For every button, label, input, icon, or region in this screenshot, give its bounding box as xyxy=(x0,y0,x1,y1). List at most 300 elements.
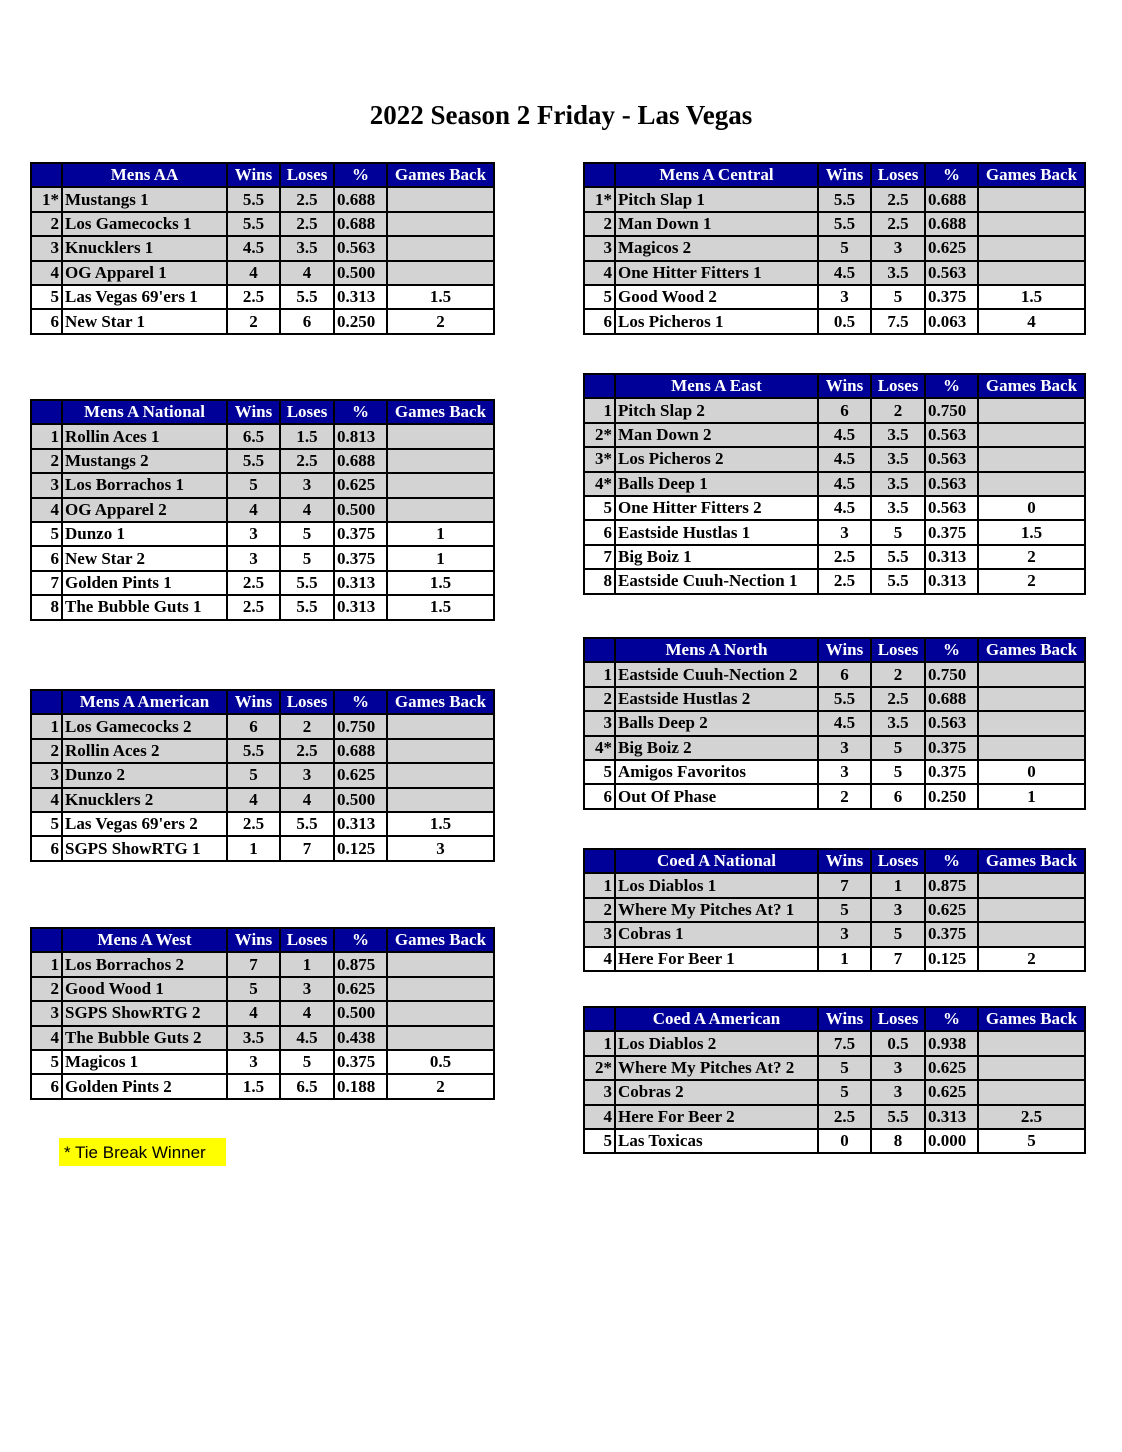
games-back-cell xyxy=(978,873,1085,897)
loses-cell: 1.5 xyxy=(280,424,334,448)
team-name-cell: OG Apparel 2 xyxy=(62,498,227,522)
rank-cell: 1* xyxy=(584,187,615,211)
header-rank xyxy=(584,1007,615,1031)
wins-cell: 3 xyxy=(227,1050,280,1074)
rank-cell: 5 xyxy=(584,1129,615,1153)
games-back-cell: 1.5 xyxy=(387,595,494,619)
team-name-cell: Las Vegas 69'ers 2 xyxy=(62,812,227,836)
loses-cell: 3.5 xyxy=(871,711,925,735)
table-row xyxy=(584,760,1085,784)
table-row xyxy=(31,836,494,860)
pct-cell: 0.625 xyxy=(334,473,387,497)
rank-cell: 2 xyxy=(31,212,62,236)
pct-cell: 0.313 xyxy=(925,569,978,593)
division-name: Mens A East xyxy=(615,374,818,398)
wins-cell: 1.5 xyxy=(227,1074,280,1098)
wins-cell: 0 xyxy=(818,1129,871,1153)
loses-cell: 5.5 xyxy=(280,812,334,836)
header-pct: % xyxy=(334,690,387,714)
rank-cell: 2 xyxy=(31,739,62,763)
table-row xyxy=(31,571,494,595)
table-row xyxy=(31,187,494,211)
pct-cell: 0.375 xyxy=(925,520,978,544)
games-back-cell xyxy=(387,788,494,812)
header-rank xyxy=(31,163,62,187)
games-back-cell xyxy=(978,187,1085,211)
wins-cell: 3 xyxy=(818,736,871,760)
team-name-cell: Los Diablos 1 xyxy=(615,873,818,897)
loses-cell: 5 xyxy=(871,736,925,760)
loses-cell: 1 xyxy=(280,952,334,976)
rank-cell: 3 xyxy=(584,1080,615,1104)
table-row xyxy=(31,449,494,473)
team-name-cell: Los Borrachos 1 xyxy=(62,473,227,497)
pct-cell: 0.625 xyxy=(334,977,387,1001)
games-back-cell: 1 xyxy=(387,546,494,570)
standings-table-mens-a-north xyxy=(583,637,1086,810)
loses-cell: 2.5 xyxy=(280,739,334,763)
pct-cell: 0.625 xyxy=(925,1056,978,1080)
games-back-cell xyxy=(387,952,494,976)
header-loses: Loses xyxy=(871,849,925,873)
rank-cell: 4* xyxy=(584,736,615,760)
table-row xyxy=(584,472,1085,496)
wins-cell: 5.5 xyxy=(227,212,280,236)
rank-cell: 3 xyxy=(584,922,615,946)
games-back-cell: 1.5 xyxy=(387,571,494,595)
rank-cell: 3 xyxy=(584,711,615,735)
rank-cell: 3 xyxy=(31,236,62,260)
pct-cell: 0.500 xyxy=(334,261,387,285)
pct-cell: 0.625 xyxy=(925,898,978,922)
pct-cell: 0.250 xyxy=(334,309,387,333)
team-name-cell: Los Picheros 2 xyxy=(615,447,818,471)
pct-cell: 0.000 xyxy=(925,1129,978,1153)
games-back-cell: 2.5 xyxy=(978,1105,1085,1129)
loses-cell: 5 xyxy=(871,285,925,309)
division-name: Coed A American xyxy=(615,1007,818,1031)
team-name-cell: Balls Deep 1 xyxy=(615,472,818,496)
table-row xyxy=(31,522,494,546)
team-name-cell: Dunzo 2 xyxy=(62,763,227,787)
loses-cell: 0.5 xyxy=(871,1031,925,1055)
loses-cell: 4.5 xyxy=(280,1026,334,1050)
rank-cell: 2 xyxy=(31,977,62,1001)
loses-cell: 5 xyxy=(280,522,334,546)
standings-table-coed-a-national xyxy=(583,848,1086,972)
team-name-cell: New Star 1 xyxy=(62,309,227,333)
wins-cell: 0.5 xyxy=(818,309,871,333)
pct-cell: 0.688 xyxy=(925,187,978,211)
team-name-cell: Man Down 2 xyxy=(615,423,818,447)
pct-cell: 0.688 xyxy=(925,687,978,711)
games-back-cell xyxy=(387,739,494,763)
table-row xyxy=(584,687,1085,711)
standings-table-mens-a-east xyxy=(583,373,1086,595)
loses-cell: 5 xyxy=(871,922,925,946)
games-back-cell xyxy=(387,714,494,738)
table-row xyxy=(31,1050,494,1074)
table-row xyxy=(584,873,1085,897)
team-name-cell: Cobras 2 xyxy=(615,1080,818,1104)
games-back-cell xyxy=(387,449,494,473)
wins-cell: 5 xyxy=(818,236,871,260)
table-row xyxy=(31,424,494,448)
header-games-back: Games Back xyxy=(387,690,494,714)
pct-cell: 0.625 xyxy=(925,236,978,260)
team-name-cell: The Bubble Guts 2 xyxy=(62,1026,227,1050)
games-back-cell xyxy=(978,398,1085,422)
team-name-cell: Los Picheros 1 xyxy=(615,309,818,333)
rank-cell: 8 xyxy=(31,595,62,619)
team-name-cell: Here For Beer 1 xyxy=(615,947,818,971)
table-row xyxy=(584,261,1085,285)
team-name-cell: Man Down 1 xyxy=(615,212,818,236)
wins-cell: 5.5 xyxy=(227,739,280,763)
pct-cell: 0.875 xyxy=(925,873,978,897)
pct-cell: 0.375 xyxy=(334,522,387,546)
wins-cell: 1 xyxy=(818,947,871,971)
loses-cell: 6.5 xyxy=(280,1074,334,1098)
loses-cell: 3 xyxy=(280,473,334,497)
standings-table-mens-a-west xyxy=(30,927,495,1100)
loses-cell: 2 xyxy=(871,662,925,686)
wins-cell: 2.5 xyxy=(818,569,871,593)
wins-cell: 6.5 xyxy=(227,424,280,448)
pct-cell: 0.813 xyxy=(334,424,387,448)
loses-cell: 6 xyxy=(871,784,925,808)
games-back-cell: 4 xyxy=(978,309,1085,333)
wins-cell: 2 xyxy=(818,784,871,808)
loses-cell: 5 xyxy=(280,546,334,570)
rank-cell: 5 xyxy=(31,1050,62,1074)
loses-cell: 3 xyxy=(871,1080,925,1104)
standings-table-mens-aa xyxy=(30,162,495,335)
table-row xyxy=(584,285,1085,309)
team-name-cell: Where My Pitches At? 1 xyxy=(615,898,818,922)
table-row xyxy=(31,788,494,812)
wins-cell: 3 xyxy=(818,520,871,544)
games-back-cell: 2 xyxy=(978,569,1085,593)
wins-cell: 7.5 xyxy=(818,1031,871,1055)
table-row xyxy=(31,212,494,236)
table-row xyxy=(31,285,494,309)
pct-cell: 0.500 xyxy=(334,1001,387,1025)
games-back-cell xyxy=(978,687,1085,711)
table-row xyxy=(31,1026,494,1050)
table-row xyxy=(31,812,494,836)
pct-cell: 0.625 xyxy=(334,763,387,787)
rank-cell: 2 xyxy=(584,212,615,236)
wins-cell: 3 xyxy=(227,522,280,546)
wins-cell: 7 xyxy=(818,873,871,897)
team-name-cell: Eastside Cuuh-Nection 2 xyxy=(615,662,818,686)
pct-cell: 0.188 xyxy=(334,1074,387,1098)
table-row xyxy=(31,739,494,763)
pct-cell: 0.563 xyxy=(925,447,978,471)
wins-cell: 4 xyxy=(227,498,280,522)
rank-cell: 1 xyxy=(584,398,615,422)
team-name-cell: SGPS ShowRTG 1 xyxy=(62,836,227,860)
loses-cell: 2 xyxy=(871,398,925,422)
wins-cell: 2.5 xyxy=(227,285,280,309)
rank-cell: 5 xyxy=(31,812,62,836)
games-back-cell xyxy=(978,662,1085,686)
loses-cell: 7 xyxy=(871,947,925,971)
rank-cell: 6 xyxy=(31,309,62,333)
table-row xyxy=(31,1074,494,1098)
games-back-cell: 1.5 xyxy=(387,812,494,836)
standings-table-coed-a-american xyxy=(583,1006,1086,1154)
team-name-cell: One Hitter Fitters 1 xyxy=(615,261,818,285)
team-name-cell: Mustangs 2 xyxy=(62,449,227,473)
loses-cell: 3 xyxy=(280,977,334,1001)
team-name-cell: Pitch Slap 1 xyxy=(615,187,818,211)
rank-cell: 4* xyxy=(584,472,615,496)
header-pct: % xyxy=(925,1007,978,1031)
header-wins: Wins xyxy=(227,690,280,714)
wins-cell: 5 xyxy=(818,1080,871,1104)
games-back-cell xyxy=(978,472,1085,496)
team-name-cell: Eastside Hustlas 2 xyxy=(615,687,818,711)
pct-cell: 0.875 xyxy=(334,952,387,976)
team-name-cell: Knucklers 1 xyxy=(62,236,227,260)
games-back-cell xyxy=(387,763,494,787)
rank-cell: 3 xyxy=(31,763,62,787)
pct-cell: 0.375 xyxy=(925,736,978,760)
games-back-cell: 1.5 xyxy=(387,285,494,309)
wins-cell: 2.5 xyxy=(818,1105,871,1129)
pct-cell: 0.313 xyxy=(334,595,387,619)
header-games-back: Games Back xyxy=(978,849,1085,873)
tie-break-note: * Tie Break Winner xyxy=(59,1138,226,1166)
team-name-cell: Out Of Phase xyxy=(615,784,818,808)
team-name-cell: Good Wood 2 xyxy=(615,285,818,309)
rank-cell: 5 xyxy=(584,760,615,784)
games-back-cell xyxy=(978,447,1085,471)
rank-cell: 1 xyxy=(584,662,615,686)
wins-cell: 5 xyxy=(227,763,280,787)
loses-cell: 8 xyxy=(871,1129,925,1153)
header-pct: % xyxy=(334,163,387,187)
table-row xyxy=(584,447,1085,471)
header-loses: Loses xyxy=(871,638,925,662)
games-back-cell: 1.5 xyxy=(978,520,1085,544)
team-name-cell: Rollin Aces 1 xyxy=(62,424,227,448)
header-loses: Loses xyxy=(280,163,334,187)
wins-cell: 4.5 xyxy=(818,711,871,735)
wins-cell: 5 xyxy=(227,473,280,497)
team-name-cell: New Star 2 xyxy=(62,546,227,570)
games-back-cell xyxy=(387,424,494,448)
pct-cell: 0.688 xyxy=(334,739,387,763)
team-name-cell: Where My Pitches At? 2 xyxy=(615,1056,818,1080)
wins-cell: 1 xyxy=(227,836,280,860)
table-row xyxy=(584,187,1085,211)
header-loses: Loses xyxy=(280,690,334,714)
rank-cell: 4 xyxy=(31,498,62,522)
pct-cell: 0.063 xyxy=(925,309,978,333)
pct-cell: 0.563 xyxy=(925,711,978,735)
team-name-cell: Rollin Aces 2 xyxy=(62,739,227,763)
header-rank xyxy=(584,163,615,187)
header-wins: Wins xyxy=(818,638,871,662)
wins-cell: 5 xyxy=(818,898,871,922)
games-back-cell: 1 xyxy=(978,784,1085,808)
rank-cell: 5 xyxy=(584,496,615,520)
team-name-cell: Los Borrachos 2 xyxy=(62,952,227,976)
page-title: 2022 Season 2 Friday - Las Vegas xyxy=(369,100,753,130)
table-row xyxy=(584,1105,1085,1129)
pct-cell: 0.375 xyxy=(925,922,978,946)
loses-cell: 4 xyxy=(280,498,334,522)
wins-cell: 3.5 xyxy=(227,1026,280,1050)
pct-cell: 0.125 xyxy=(925,947,978,971)
standings-table-mens-a-american xyxy=(30,689,495,862)
loses-cell: 4 xyxy=(280,788,334,812)
header-rank xyxy=(31,400,62,424)
rank-cell: 4 xyxy=(584,261,615,285)
games-back-cell xyxy=(978,212,1085,236)
wins-cell: 3 xyxy=(227,546,280,570)
pct-cell: 0.750 xyxy=(925,398,978,422)
rank-cell: 6 xyxy=(31,1074,62,1098)
wins-cell: 4.5 xyxy=(227,236,280,260)
pct-cell: 0.750 xyxy=(334,714,387,738)
header-pct: % xyxy=(925,163,978,187)
table-row xyxy=(584,736,1085,760)
team-name-cell: Los Gamecocks 2 xyxy=(62,714,227,738)
games-back-cell xyxy=(978,922,1085,946)
pct-cell: 0.375 xyxy=(925,285,978,309)
wins-cell: 4.5 xyxy=(818,261,871,285)
wins-cell: 2.5 xyxy=(227,595,280,619)
loses-cell: 4 xyxy=(280,261,334,285)
wins-cell: 3 xyxy=(818,760,871,784)
rank-cell: 3* xyxy=(584,447,615,471)
pct-cell: 0.313 xyxy=(334,812,387,836)
header-pct: % xyxy=(334,400,387,424)
wins-cell: 5.5 xyxy=(818,212,871,236)
header-loses: Loses xyxy=(871,1007,925,1031)
pct-cell: 0.438 xyxy=(334,1026,387,1050)
wins-cell: 7 xyxy=(227,952,280,976)
wins-cell: 5.5 xyxy=(227,187,280,211)
table-row xyxy=(584,898,1085,922)
wins-cell: 2.5 xyxy=(818,545,871,569)
rank-cell: 6 xyxy=(31,836,62,860)
wins-cell: 5.5 xyxy=(227,449,280,473)
header-games-back: Games Back xyxy=(978,638,1085,662)
loses-cell: 2.5 xyxy=(280,212,334,236)
games-back-cell xyxy=(387,212,494,236)
team-name-cell: Good Wood 1 xyxy=(62,977,227,1001)
rank-cell: 6 xyxy=(584,309,615,333)
team-name-cell: Big Boiz 2 xyxy=(615,736,818,760)
rank-cell: 2* xyxy=(584,1056,615,1080)
games-back-cell xyxy=(978,261,1085,285)
header-games-back: Games Back xyxy=(978,163,1085,187)
games-back-cell xyxy=(978,236,1085,260)
table-row xyxy=(584,398,1085,422)
table-row xyxy=(584,1080,1085,1104)
games-back-cell: 2 xyxy=(978,545,1085,569)
games-back-cell xyxy=(387,498,494,522)
rank-cell: 2 xyxy=(584,687,615,711)
header-games-back: Games Back xyxy=(978,374,1085,398)
games-back-cell: 0 xyxy=(978,496,1085,520)
team-name-cell: OG Apparel 1 xyxy=(62,261,227,285)
table-row xyxy=(31,546,494,570)
loses-cell: 5 xyxy=(871,760,925,784)
games-back-cell: 5 xyxy=(978,1129,1085,1153)
team-name-cell: Amigos Favoritos xyxy=(615,760,818,784)
loses-cell: 5.5 xyxy=(280,571,334,595)
loses-cell: 7 xyxy=(280,836,334,860)
loses-cell: 6 xyxy=(280,309,334,333)
team-name-cell: Las Toxicas xyxy=(615,1129,818,1153)
games-back-cell xyxy=(387,1026,494,1050)
table-row xyxy=(31,498,494,522)
rank-cell: 5 xyxy=(31,285,62,309)
games-back-cell xyxy=(978,1056,1085,1080)
pct-cell: 0.688 xyxy=(925,212,978,236)
loses-cell: 5.5 xyxy=(871,1105,925,1129)
loses-cell: 3.5 xyxy=(280,236,334,260)
loses-cell: 3 xyxy=(871,1056,925,1080)
pct-cell: 0.688 xyxy=(334,212,387,236)
header-wins: Wins xyxy=(227,400,280,424)
standings-table-mens-a-central xyxy=(583,162,1086,335)
division-name: Coed A National xyxy=(615,849,818,873)
header-wins: Wins xyxy=(818,849,871,873)
header-pct: % xyxy=(925,638,978,662)
division-name: Mens A Central xyxy=(615,163,818,187)
table-row xyxy=(584,309,1085,333)
loses-cell: 2.5 xyxy=(871,687,925,711)
team-name-cell: Dunzo 1 xyxy=(62,522,227,546)
rank-cell: 1 xyxy=(31,952,62,976)
wins-cell: 5 xyxy=(227,977,280,1001)
wins-cell: 4 xyxy=(227,261,280,285)
table-row xyxy=(584,496,1085,520)
loses-cell: 3.5 xyxy=(871,423,925,447)
table-row xyxy=(584,212,1085,236)
table-row xyxy=(584,236,1085,260)
games-back-cell xyxy=(387,977,494,1001)
header-wins: Wins xyxy=(227,163,280,187)
header-games-back: Games Back xyxy=(387,400,494,424)
header-wins: Wins xyxy=(227,928,280,952)
header-wins: Wins xyxy=(818,1007,871,1031)
team-name-cell: Eastside Cuuh-Nection 1 xyxy=(615,569,818,593)
wins-cell: 5 xyxy=(818,1056,871,1080)
games-back-cell xyxy=(387,187,494,211)
team-name-cell: Las Vegas 69'ers 1 xyxy=(62,285,227,309)
rank-cell: 7 xyxy=(31,571,62,595)
wins-cell: 2.5 xyxy=(227,812,280,836)
loses-cell: 1 xyxy=(871,873,925,897)
header-rank xyxy=(584,849,615,873)
table-row xyxy=(31,952,494,976)
header-pct: % xyxy=(925,374,978,398)
table-row xyxy=(31,261,494,285)
loses-cell: 2 xyxy=(280,714,334,738)
pct-cell: 0.125 xyxy=(334,836,387,860)
rank-cell: 5 xyxy=(31,522,62,546)
header-wins: Wins xyxy=(818,163,871,187)
games-back-cell xyxy=(387,236,494,260)
